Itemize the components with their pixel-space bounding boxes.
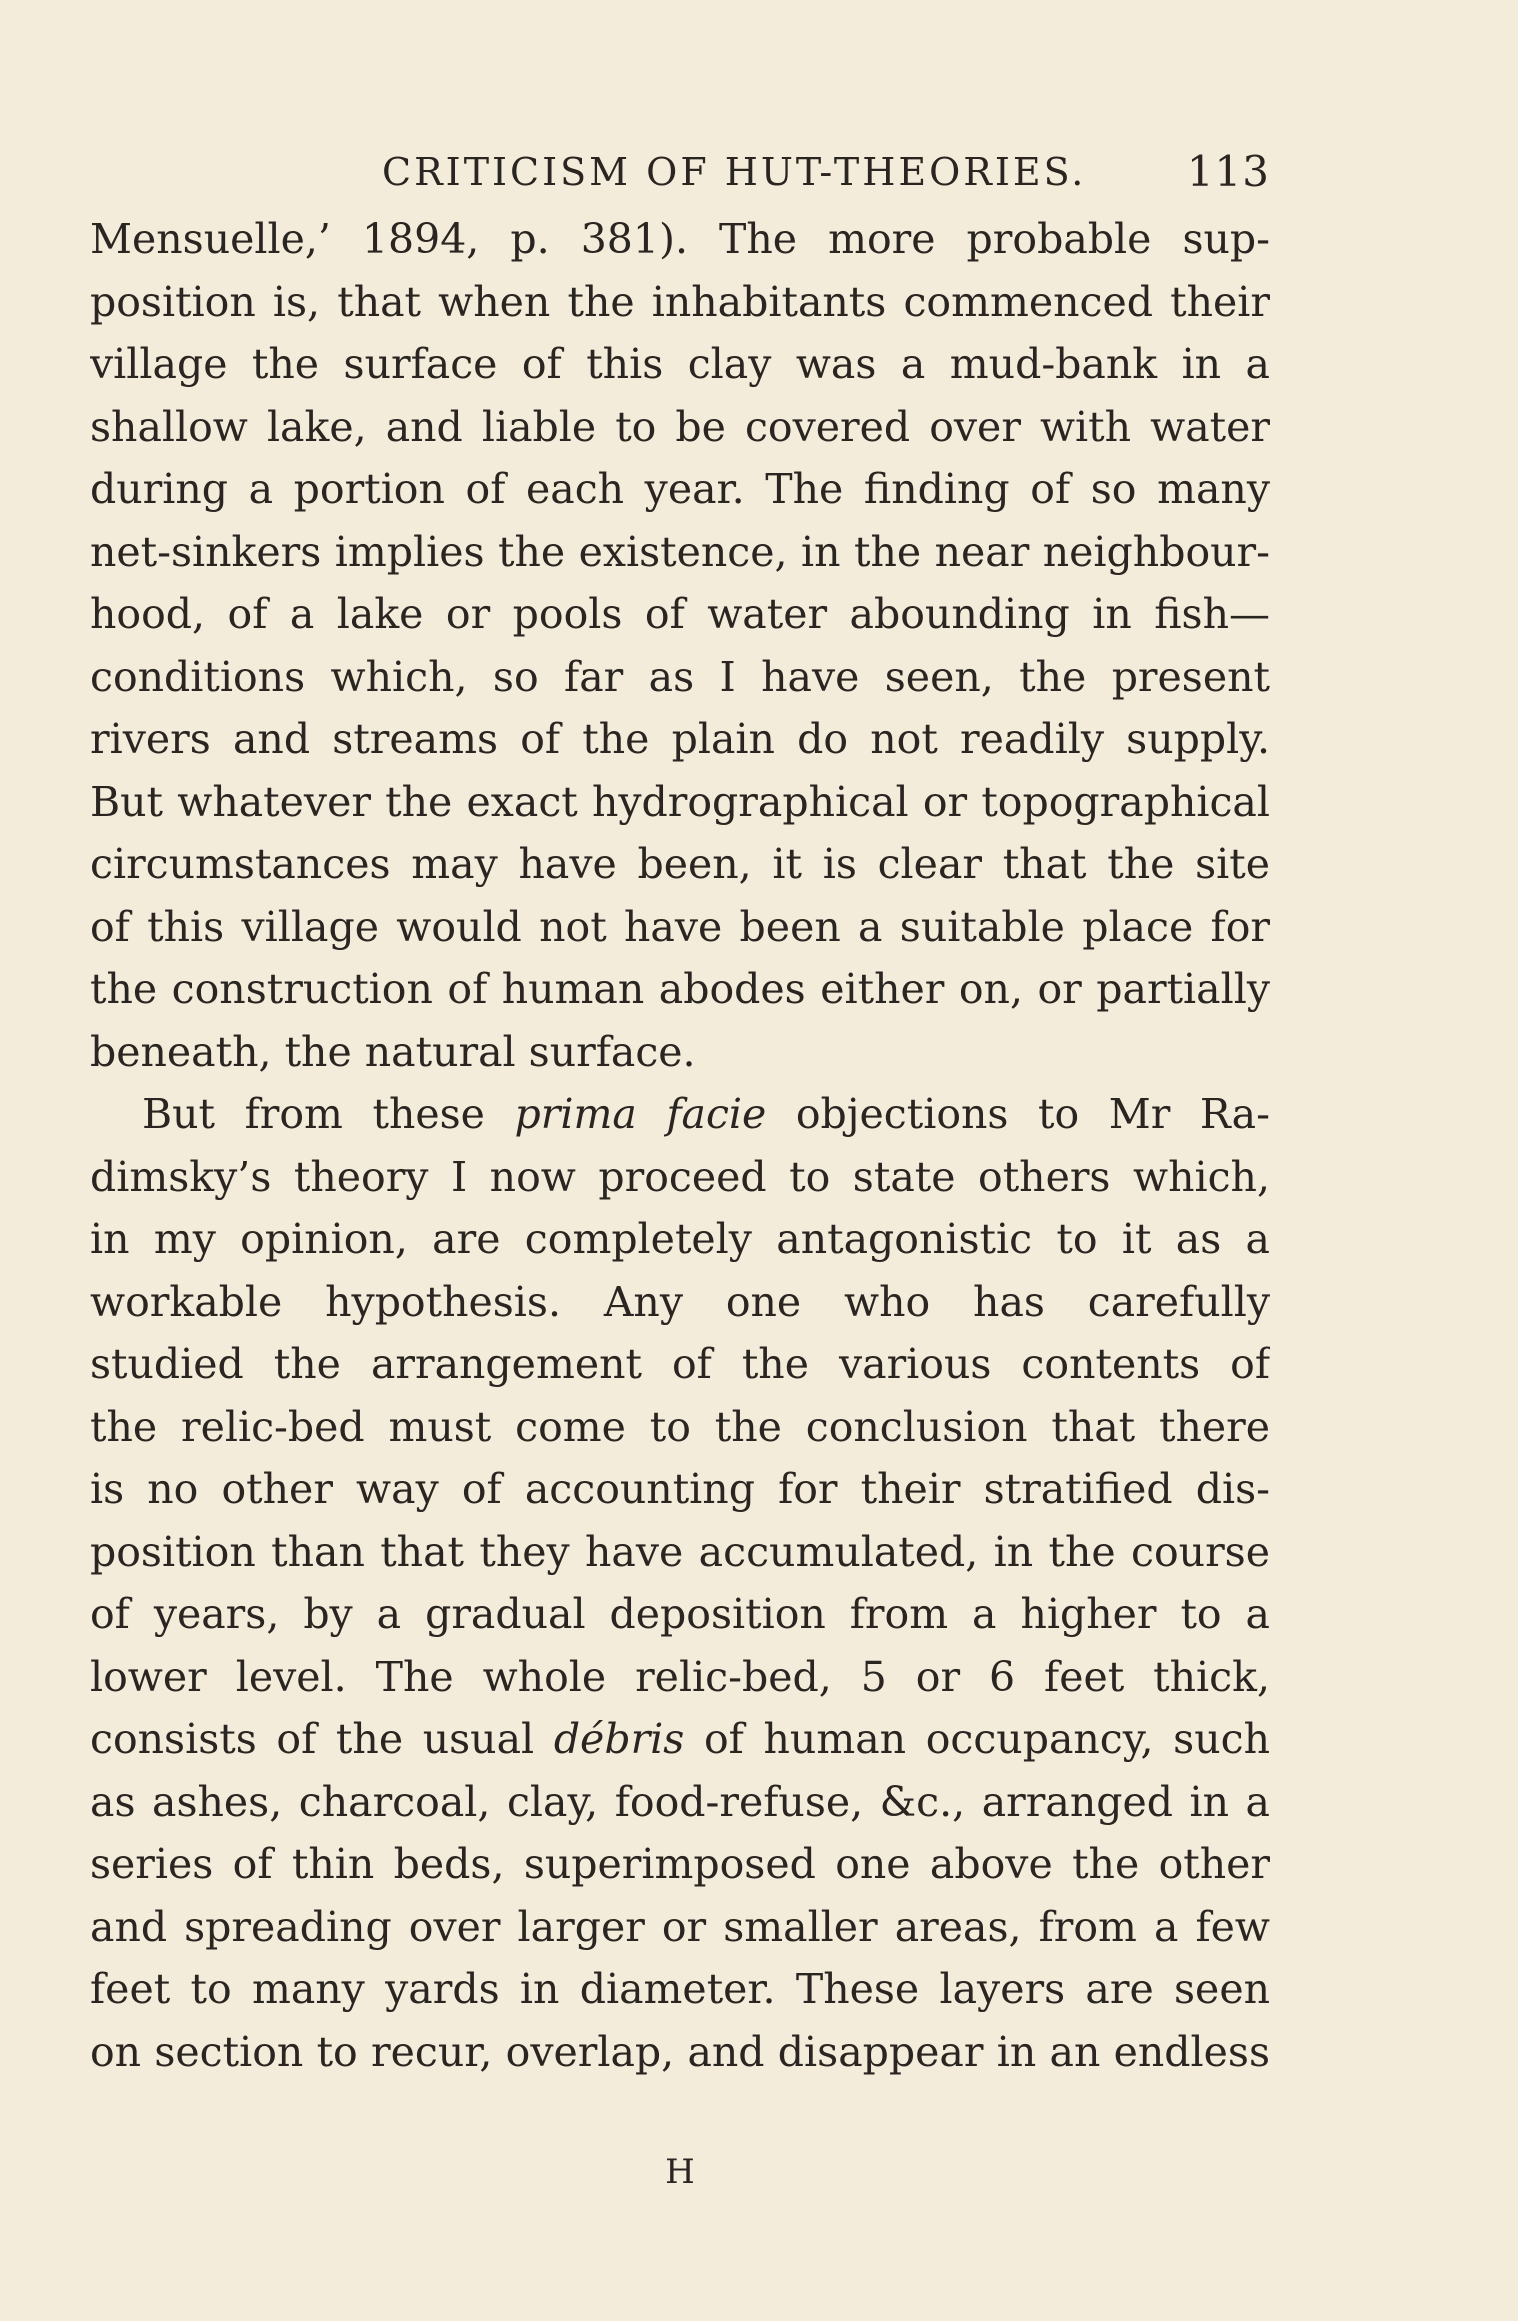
- running-title: CRITICISM OF HUT-THEORIES.: [382, 150, 1087, 194]
- text-line: as ashes, charcoal, clay, food-refuse, &c., arranged in a: [90, 1777, 1270, 1826]
- text-line: rivers and streams of the plain do not readily supply.: [90, 715, 1270, 763]
- text-line: net-sinkers implies the existence, in the near neighbour-: [90, 527, 1270, 576]
- paragraph-start-line: But from these prima facie objections to Mr Ra-: [142, 1090, 1270, 1138]
- text-line: of years, by a gradual deposition from a higher to a: [90, 1590, 1270, 1638]
- running-head: [90, 142, 1270, 202]
- text-line: position is, that when the inhabitants commenced their: [90, 277, 1270, 326]
- page-number: 113: [1186, 147, 1270, 196]
- italic-phrase: débris: [553, 1715, 685, 1763]
- signature-mark: H: [665, 2152, 695, 2192]
- text-line: the construction of human abodes either on, or partially: [90, 965, 1270, 1013]
- text-line: circumstances may have been, it is clear that the site: [90, 840, 1270, 888]
- text-line: position than that they have accumulated, in the course: [90, 1527, 1270, 1576]
- text-line: studied the arrangement of the various contents of: [90, 1340, 1270, 1388]
- paragraph-end-line: beneath, the natural surface.: [90, 1027, 696, 1076]
- text-line: dimsky’s theory I now proceed to state others which,: [90, 1152, 1270, 1201]
- text-line: and spreading over larger or smaller areas, from a few: [90, 1902, 1270, 1951]
- text-line: conditions which, so far as I have seen, the present: [90, 652, 1270, 701]
- italic-phrase: prima facie: [514, 1090, 767, 1138]
- text-line: is no other way of accounting for their stratified dis-: [90, 1465, 1270, 1513]
- text-line: the relic-bed must come to the conclusion that there: [90, 1402, 1270, 1451]
- text-line: consists of the usual débris of human occupancy, such: [90, 1715, 1270, 1763]
- text-line: in my opinion, are completely antagonistic to it as a: [90, 1215, 1270, 1263]
- text-line: series of thin beds, superimposed one above the other: [90, 1840, 1270, 1888]
- text-line: But whatever the exact hydrographical or topographical: [90, 777, 1270, 826]
- text-line: Mensuelle,’ 1894, p. 381). The more probable sup-: [90, 215, 1270, 263]
- text-line: of this village would not have been a suitable place for: [90, 902, 1270, 951]
- body-text: [90, 208, 1270, 2083]
- text-line: during a portion of each year. The finding of so many: [90, 465, 1270, 513]
- text-line: shallow lake, and liable to be covered over with water: [90, 402, 1270, 451]
- text-line: workable hypothesis. Any one who has carefully: [90, 1277, 1270, 1326]
- text-line: lower level. The whole relic-bed, 5 or 6 feet thick,: [90, 1652, 1270, 1701]
- text-line: on section to recur, overlap, and disappear in an endless: [90, 2027, 1270, 2076]
- text-line: hood, of a lake or pools of water abounding in fish—: [90, 590, 1270, 638]
- text-line: village the surface of this clay was a mud-bank in a: [90, 340, 1270, 388]
- text-line: feet to many yards in diameter. These layers are seen: [90, 1965, 1270, 2013]
